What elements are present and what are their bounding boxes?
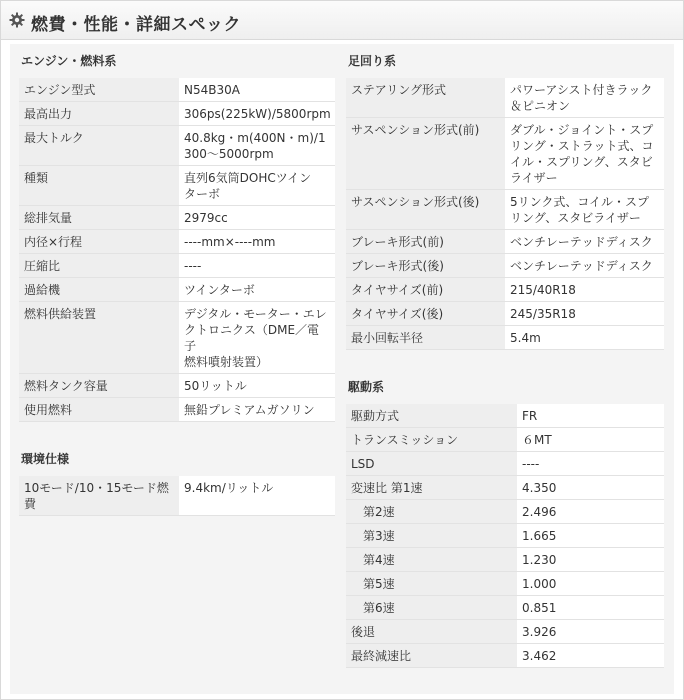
table-row [19,398,335,422]
table-row [346,278,664,302]
spec-label: 最大トルク [19,126,179,166]
table-row [19,230,335,254]
table-row [346,326,664,350]
page-title: 燃費・性能・詳細スペック [31,15,241,35]
spec-label: ブレーキ形式(前) [346,230,505,254]
spec-value: 0.851 [517,596,664,620]
spec-label: タイヤサイズ(後) [346,302,505,326]
spec-label: 最高出力 [19,102,179,126]
spec-value: 215/40R18 [505,278,664,302]
spec-label: 圧縮比 [19,254,179,278]
spec-label: 第6速 [346,596,517,620]
spec-value: 5リンク式、コイル・スプ リング、スタビライザー [505,190,664,230]
table-row [346,78,664,118]
spec-value: 1.000 [517,572,664,596]
table-row [346,452,664,476]
table-row [346,476,664,500]
spec-label: 最小回転半径 [346,326,505,350]
spec-value: ---- [517,452,664,476]
table-row [346,118,664,190]
left-column [19,44,335,516]
table-row [346,548,664,572]
spec-label: 変速比 第1速 [346,476,517,500]
spec-label: タイヤサイズ(前) [346,278,505,302]
spec-label: サスペンション形式(後) [346,190,505,230]
section-title-engine: エンジン・燃料系 [21,54,117,68]
suspension-table [346,78,664,350]
spec-label: 最終減速比 [346,644,517,668]
spec-label: 10モード/10・15モード燃 費 [19,476,179,516]
panel-header [1,1,683,40]
spec-value: 1.230 [517,548,664,572]
gear-icon [9,12,25,28]
table-row [346,572,664,596]
table-row [346,620,664,644]
table-row [346,500,664,524]
table-row [19,374,335,398]
spec-value: FR [517,404,664,428]
spec-value: 直列6気筒DOHCツイン ターボ [179,166,335,206]
spec-value: 306ps(225kW)/5800rpm [179,102,335,126]
spec-value: パワーアシスト付きラック ＆ピニオン [505,78,664,118]
table-row [19,278,335,302]
spec-label: LSD [346,452,517,476]
spec-value: 9.4km/リットル [179,476,335,516]
spec-label: ステアリング形式 [346,78,505,118]
section-title-drive: 駆動系 [348,380,385,394]
spec-value: 50リットル [179,374,335,398]
spec-content [10,44,674,694]
spec-label: 種類 [19,166,179,206]
spec-label: 駆動方式 [346,404,517,428]
spec-label: 使用燃料 [19,398,179,422]
spec-value: 無鉛プレミアムガソリン [179,398,335,422]
spec-label: 第3速 [346,524,517,548]
spec-value: ベンチレーテッドディスク [505,254,664,278]
engine-table [19,78,335,422]
table-row [19,476,335,516]
spec-label: ブレーキ形式(後) [346,254,505,278]
spec-label: 燃料タンク容量 [19,374,179,398]
table-row [346,524,664,548]
spec-value: ---- [179,254,335,278]
table-row [346,404,664,428]
spec-value: 5.4m [505,326,664,350]
section-title-environment: 環境仕様 [21,452,70,466]
spec-label: 第2速 [346,500,517,524]
table-row [19,166,335,206]
spec-value: 245/35R18 [505,302,664,326]
table-row [346,190,664,230]
spec-label: 過給機 [19,278,179,302]
spec-value: 2979cc [179,206,335,230]
spec-value: 40.8kg・m(400N・m)/1 300〜5000rpm [179,126,335,166]
spec-label: エンジン型式 [19,78,179,102]
spec-value: デジタル・モーター・エレ クトロニクス（DME／電子 燃料噴射装置） [179,302,335,374]
spec-value: 3.926 [517,620,664,644]
spec-value: ツインターボ [179,278,335,302]
table-row [19,78,335,102]
section-title-suspension: 足回り系 [348,54,397,68]
table-row [19,254,335,278]
table-row [346,254,664,278]
table-row [346,302,664,326]
table-row [346,428,664,452]
table-row [346,596,664,620]
spec-value: ベンチレーテッドディスク [505,230,664,254]
spec-label: 第4速 [346,548,517,572]
spec-label: 第5速 [346,572,517,596]
spec-label: 燃料供給装置 [19,302,179,374]
table-row [19,206,335,230]
spec-value: ----mm×----mm [179,230,335,254]
table-row [346,644,664,668]
spec-value: 3.462 [517,644,664,668]
spec-value: ６MT [517,428,664,452]
spec-value: 2.496 [517,500,664,524]
spec-value: 4.350 [517,476,664,500]
environment-table [19,476,335,516]
table-row [19,302,335,374]
right-column [346,44,664,668]
spec-value: N54B30A [179,78,335,102]
spec-value: 1.665 [517,524,664,548]
spec-label: 後退 [346,620,517,644]
spec-label: 内径×行程 [19,230,179,254]
table-row [19,126,335,166]
spec-label: トランスミッション [346,428,517,452]
spec-value: ダブル・ジョイント・スプ リング・ストラット式、コ イル・スプリング、スタビ ライザー [505,118,664,190]
spec-label: 総排気量 [19,206,179,230]
table-row [19,102,335,126]
spec-label: サスペンション形式(前) [346,118,505,190]
drive-table [346,404,664,668]
table-row [346,230,664,254]
